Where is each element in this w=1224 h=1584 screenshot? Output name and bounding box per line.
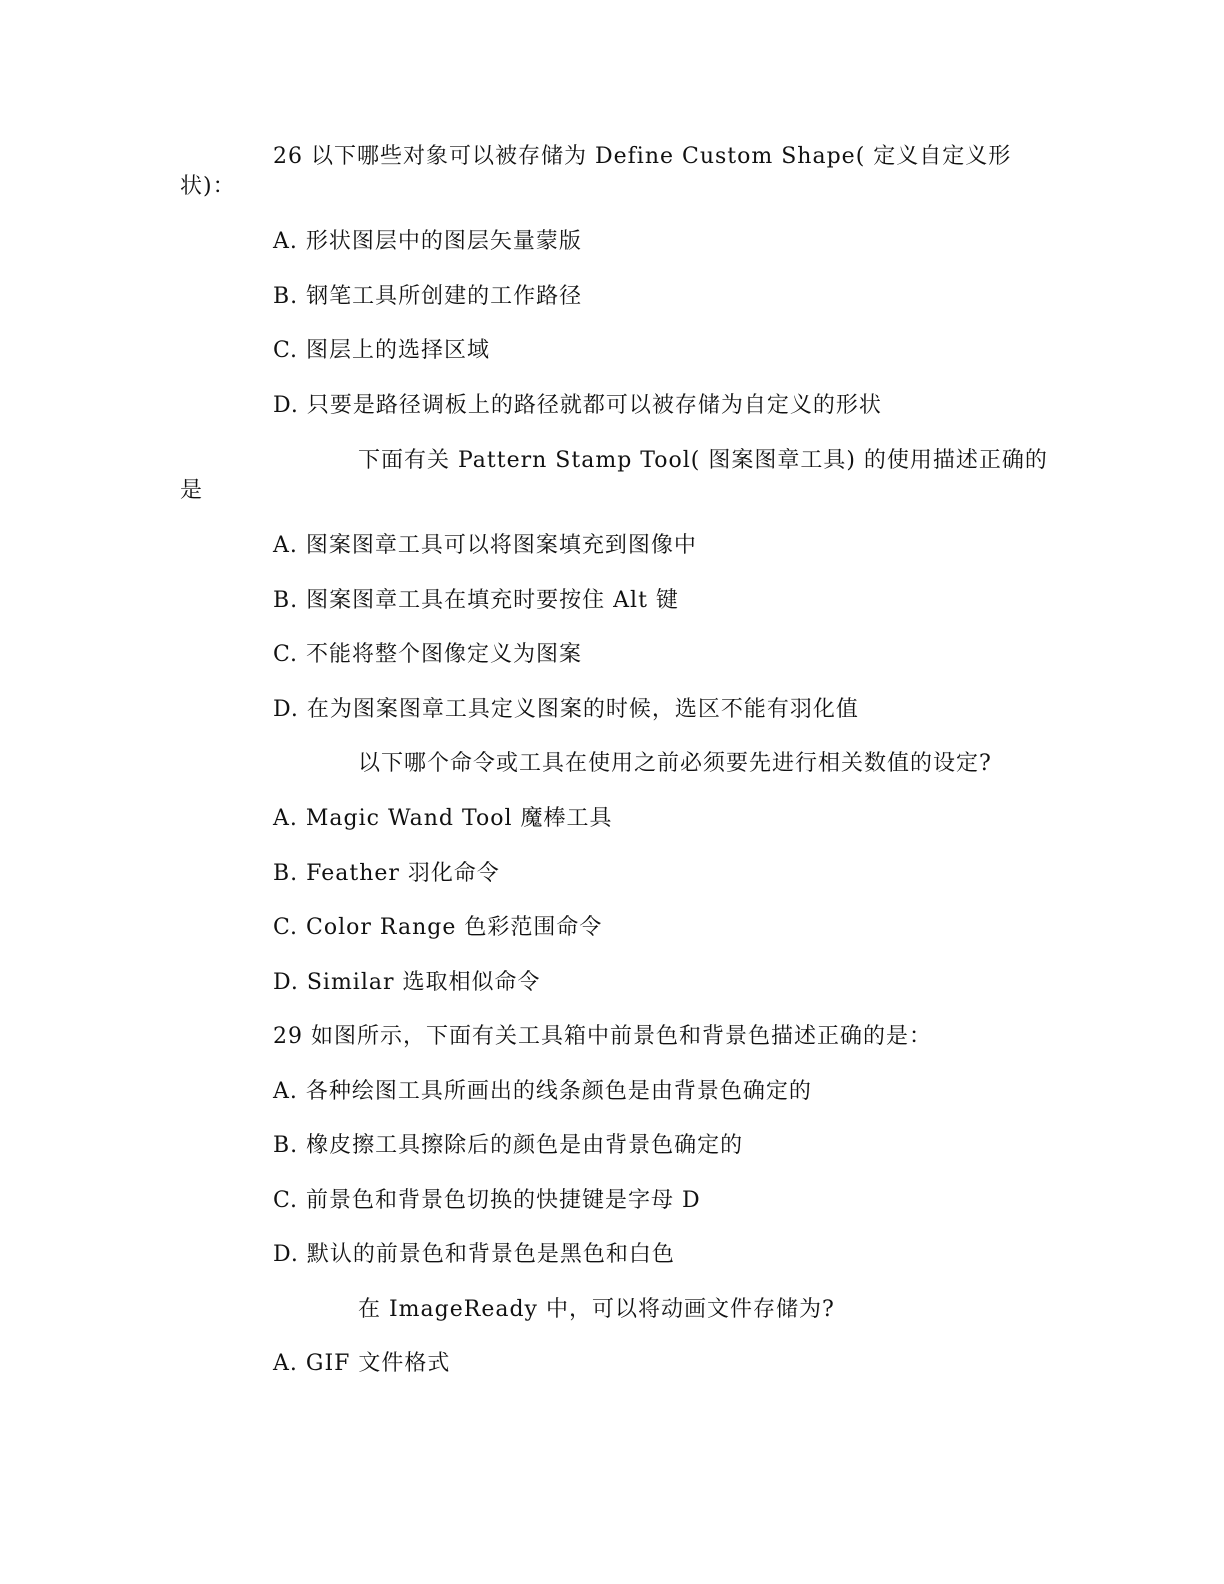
- question-27-option-b: B. 图案图章工具在填充时要按住 Alt 键: [273, 588, 679, 613]
- question-28-option-b: B. Feather 羽化命令: [273, 861, 500, 886]
- question-26-stem: 26 以下哪些对象可以被存储为 Define Custom Shape( 定义自定义形: [273, 144, 1012, 169]
- question-28-option-a: A. Magic Wand Tool 魔棒工具: [273, 806, 613, 831]
- question-29-option-c: C. 前景色和背景色切换的快捷键是字母 D: [273, 1188, 701, 1213]
- question-27-stem-continuation: 是: [180, 478, 204, 503]
- question-26-option-a: A. 形状图层中的图层矢量蒙版: [273, 229, 582, 254]
- question-26-stem-continuation: 状)：: [180, 174, 236, 199]
- question-29-option-d: D. 默认的前景色和背景色是黑色和白色: [273, 1242, 675, 1267]
- question-27-option-a: A. 图案图章工具可以将图案填充到图像中: [273, 533, 697, 558]
- question-28-stem: 以下哪个命令或工具在使用之前必须要先进行相关数值的设定?: [358, 751, 992, 776]
- question-29-option-b: B. 橡皮擦工具擦除后的颜色是由背景色确定的: [273, 1133, 744, 1158]
- question-29-stem: 29 如图所示，下面有关工具箱中前景色和背景色描述正确的是：: [273, 1024, 932, 1049]
- question-26-option-c: C. 图层上的选择区域: [273, 338, 491, 363]
- question-30-option-a: A. GIF 文件格式: [273, 1351, 451, 1376]
- question-30-stem: 在 ImageReady 中，可以将动画文件存储为?: [358, 1297, 835, 1322]
- question-26-option-d: D. 只要是路径调板上的路径就都可以被存储为自定义的形状: [273, 393, 882, 418]
- question-29-option-a: A. 各种绘图工具所画出的线条颜色是由背景色确定的: [273, 1079, 812, 1104]
- question-28-option-d: D. Similar 选取相似命令: [273, 970, 541, 995]
- question-27-option-d: D. 在为图案图章工具定义图案的时候，选区不能有羽化值: [273, 697, 859, 722]
- question-27-stem: 下面有关 Pattern Stamp Tool( 图案图章工具) 的使用描述正确的: [358, 448, 1048, 473]
- question-28-option-c: C. Color Range 色彩范围命令: [273, 915, 603, 940]
- question-27-option-c: C. 不能将整个图像定义为图案: [273, 642, 583, 667]
- question-26-option-b: B. 钢笔工具所创建的工作路径: [273, 284, 583, 309]
